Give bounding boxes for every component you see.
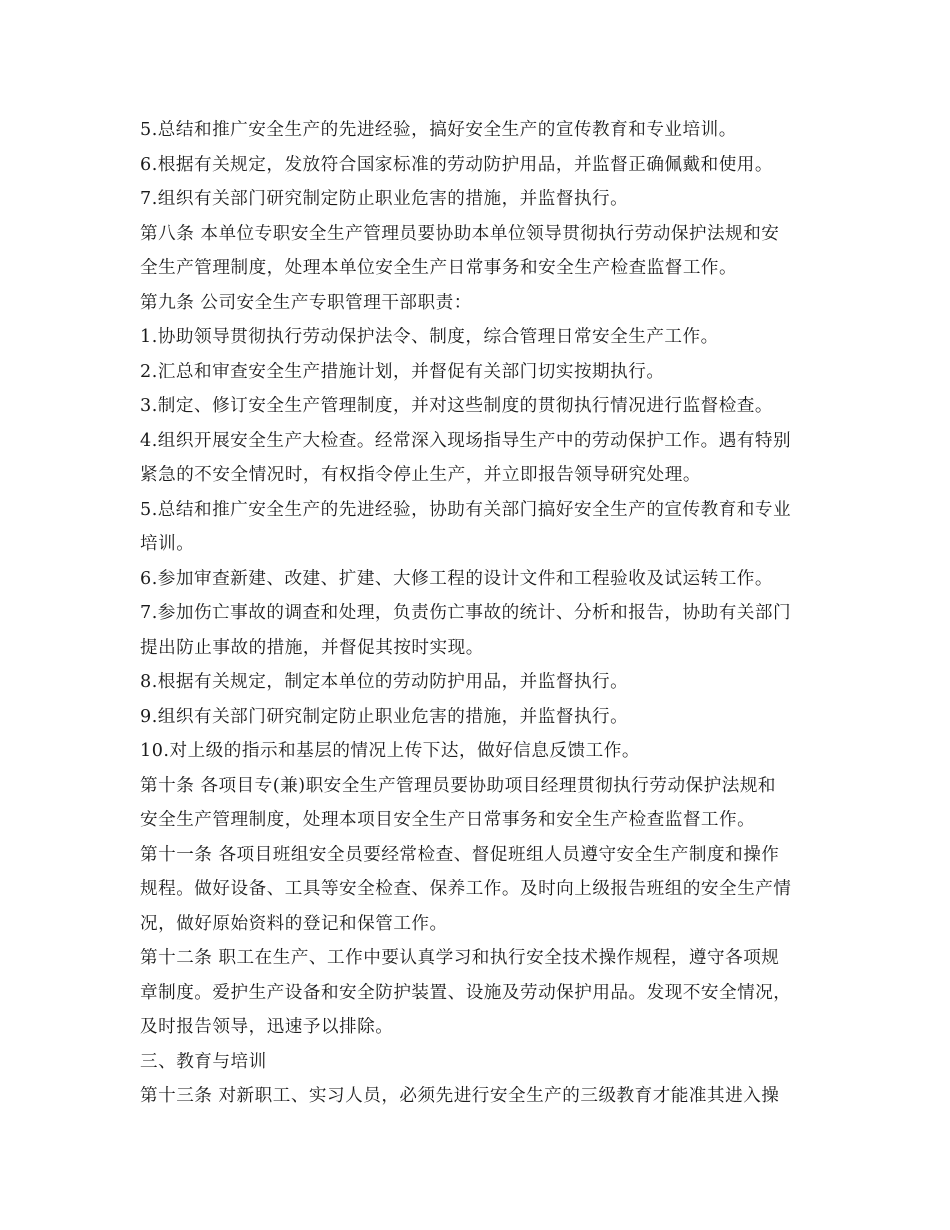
text-line: 8.根据有关规定，制定本单位的劳动防护用品，并监督执行。 (140, 672, 629, 692)
text-line: 提出防止事故的措施，并督促其按时实现。 (140, 637, 484, 658)
section-heading: 三、教育与培训 (140, 1051, 267, 1072)
text-line: 2.汇总和审查安全生产措施计划，并督促有关部门切实按期执行。 (140, 361, 665, 382)
text-line: 紧急的不安全情况时，有权指令停止生产，并立即报告领导研究处理。 (140, 465, 701, 485)
text-line: 5.总结和推广安全生产的先进经验，协助有关部门搞好安全生产的宣传教育和专业 (140, 499, 792, 520)
text-line: 5.总结和推广安全生产的先进经验，搞好安全生产的宣传教育和专业培训。 (140, 120, 737, 140)
text-line: 第十条 各项目专(兼)职安全生产管理员要协助项目经理贯彻执行劳动保护法规和 (140, 775, 777, 796)
text-line: 第九条 公司安全生产专职管理干部职责： (140, 292, 472, 313)
text-line: 安全生产管理制度，处理本项目安全生产日常事务和安全生产检查监督工作。 (140, 810, 756, 830)
text-line: 9.组织有关部门研究制定防止职业危害的措施，并监督执行。 (140, 706, 629, 727)
text-line: 4.组织开展安全生产大检查。经常深入现场指导生产中的劳动保护工作。遇有特别 (140, 430, 792, 451)
text-line: 全生产管理制度，处理本单位安全生产日常事务和安全生产检查监督工作。 (140, 258, 738, 278)
text-line: 章制度。爱护生产设备和安全防护装置、设施及劳动保护用品。发现不安全情况， (140, 982, 792, 1003)
text-line: 第十一条 各项目班组安全员要经常检查、督促班组人员遵守安全生产制度和操作 (140, 844, 780, 865)
text-line: 况，做好原始资料的登记和保管工作。 (140, 913, 448, 934)
text-line: 规程。做好设备、工具等安全检查、保养工作。及时向上级报告班组的安全生产情 (140, 879, 792, 899)
document-body (140, 113, 820, 1114)
text-line: 1.协助领导贯彻执行劳动保护法令、制度，综合管理日常安全生产工作。 (140, 327, 719, 347)
text-line: 第八条 本单位专职安全生产管理员要协助本单位领导贯彻执行劳动保护法规和安 (140, 223, 780, 244)
text-line: 6.根据有关规定，发放符合国家标准的劳动防护用品，并监督正确佩戴和使用。 (140, 154, 773, 175)
text-line: 10.对上级的指示和基层的情况上传下达，做好信息反馈工作。 (140, 741, 640, 761)
text-line: 3.制定、修订安全生产管理制度，并对这些制度的贯彻执行情况进行监督检查。 (140, 396, 773, 416)
text-line: 培训。 (140, 534, 195, 554)
text-line: 及时报告领导，迅速予以排除。 (140, 1017, 394, 1037)
text-line: 第十二条 职工在生产、工作中要认真学习和执行安全技术操作规程，遵守各项规 (140, 948, 780, 968)
text-line: 7.组织有关部门研究制定防止职业危害的措施，并监督执行。 (140, 189, 629, 209)
text-line: 第十三条 对新职工、实习人员，必须先进行安全生产的三级教育才能准其进入操 (140, 1086, 780, 1106)
text-line: 6.参加审查新建、改建、扩建、大修工程的设计文件和工程验收及试运转工作。 (140, 568, 773, 589)
text-line: 7.参加伤亡事故的调查和处理，负责伤亡事故的统计、分析和报告，协助有关部门 (140, 603, 792, 623)
